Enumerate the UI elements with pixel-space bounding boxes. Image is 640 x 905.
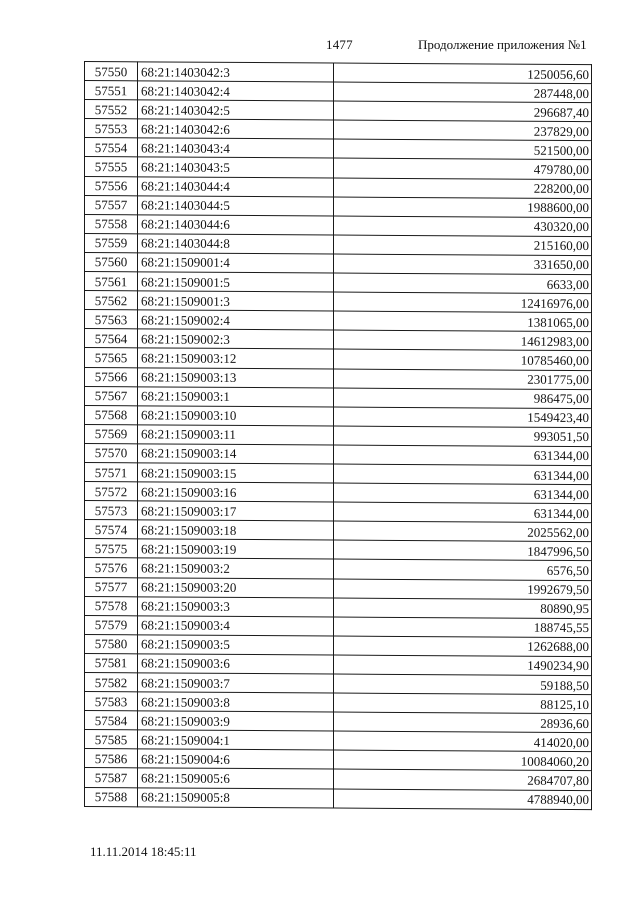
row-number: 57550 xyxy=(85,62,138,81)
amount-value: 631344,00 xyxy=(334,483,592,504)
cadastral-number: 68:21:1509003:17 xyxy=(138,501,334,521)
amount-value: 6633,00 xyxy=(334,273,592,294)
row-number: 57557 xyxy=(85,195,138,214)
amount-value: 6576,50 xyxy=(334,559,592,580)
cadastral-number: 68:21:1509001:4 xyxy=(138,253,334,273)
amount-value: 2025562,00 xyxy=(334,521,592,542)
table-row xyxy=(85,787,592,809)
row-number: 57585 xyxy=(85,730,138,749)
row-number: 57574 xyxy=(85,520,138,539)
cadastral-number: 68:21:1509001:5 xyxy=(138,272,334,292)
cadastral-number: 68:21:1509003:12 xyxy=(138,348,334,368)
amount-value: 215160,00 xyxy=(334,235,592,256)
amount-value: 12416976,00 xyxy=(334,292,592,313)
row-number: 57581 xyxy=(85,653,138,672)
cadastral-number: 68:21:1509003:4 xyxy=(138,616,334,636)
amount-value: 521500,00 xyxy=(334,139,592,160)
row-number: 57584 xyxy=(85,711,138,730)
row-number: 57562 xyxy=(85,291,138,310)
row-number: 57578 xyxy=(85,596,138,615)
cadastral-number: 68:21:1403044:6 xyxy=(138,215,334,235)
cadastral-number: 68:21:1403042:3 xyxy=(138,62,334,82)
row-number: 57570 xyxy=(85,443,138,462)
row-number: 57583 xyxy=(85,692,138,711)
amount-value: 80890,95 xyxy=(334,598,592,619)
appendix-title: Продолжение приложения №1 xyxy=(418,37,587,52)
amount-value: 993051,50 xyxy=(334,426,592,447)
cadastral-number: 68:21:1509003:1 xyxy=(138,386,334,406)
cadastral-number: 68:21:1509003:19 xyxy=(138,539,334,559)
amount-value: 10785460,00 xyxy=(334,349,592,370)
row-number: 57561 xyxy=(85,272,138,291)
amount-value: 479780,00 xyxy=(334,158,592,179)
amount-value: 14612983,00 xyxy=(334,330,592,351)
cadastral-number: 68:21:1509001:3 xyxy=(138,291,334,311)
amount-value: 10084060,20 xyxy=(334,750,592,771)
amount-value: 296687,40 xyxy=(334,101,592,122)
row-number: 57571 xyxy=(85,462,138,481)
amount-value: 188745,55 xyxy=(334,617,592,638)
amount-value: 1262688,00 xyxy=(334,636,592,657)
row-number: 57565 xyxy=(85,348,138,367)
amount-value: 1847996,50 xyxy=(334,540,592,561)
amount-value: 88125,10 xyxy=(334,693,592,714)
cadastral-number: 68:21:1509003:5 xyxy=(138,635,334,655)
cadastral-number: 68:21:1509003:7 xyxy=(138,673,334,693)
cadastral-number: 68:21:1509002:3 xyxy=(138,329,334,349)
amount-value: 631344,00 xyxy=(334,502,592,523)
amount-value: 59188,50 xyxy=(334,674,592,695)
cadastral-number: 68:21:1509005:6 xyxy=(138,768,334,788)
amount-value: 28936,60 xyxy=(334,712,592,733)
row-number: 57587 xyxy=(85,768,138,787)
cadastral-number: 68:21:1403044:8 xyxy=(138,234,334,254)
cadastral-number: 68:21:1509003:11 xyxy=(138,425,334,445)
cadastral-number: 68:21:1403043:4 xyxy=(138,138,334,158)
cadastral-number: 68:21:1509003:2 xyxy=(138,558,334,578)
cadastral-number: 68:21:1509003:15 xyxy=(138,463,334,483)
amount-value: 1992679,50 xyxy=(334,579,592,600)
amount-value: 1250056,60 xyxy=(334,63,592,84)
row-number: 57576 xyxy=(85,558,138,577)
row-number: 57559 xyxy=(85,233,138,252)
row-number: 57582 xyxy=(85,673,138,692)
cadastral-number: 68:21:1509003:20 xyxy=(138,577,334,597)
amount-value: 2301775,00 xyxy=(334,369,592,390)
row-number: 57564 xyxy=(85,329,138,348)
cadastral-number: 68:21:1509003:3 xyxy=(138,596,334,616)
amount-value: 1381065,00 xyxy=(334,311,592,332)
cadastral-number: 68:21:1509004:1 xyxy=(138,730,334,750)
amount-value: 228200,00 xyxy=(334,178,592,199)
cadastral-number: 68:21:1509003:9 xyxy=(138,711,334,731)
cadastral-number: 68:21:1403043:5 xyxy=(138,157,334,177)
amount-value: 631344,00 xyxy=(334,464,592,485)
cadastral-number: 68:21:1403042:5 xyxy=(138,100,334,120)
row-number: 57579 xyxy=(85,615,138,634)
amount-value: 2684707,80 xyxy=(334,769,592,790)
page-number: 1477 xyxy=(326,37,353,52)
cadastral-number: 68:21:1509003:10 xyxy=(138,406,334,426)
row-number: 57560 xyxy=(85,252,138,271)
row-number: 57566 xyxy=(85,367,138,386)
cadastral-number: 68:21:1403044:5 xyxy=(138,195,334,215)
cadastral-number: 68:21:1509003:6 xyxy=(138,654,334,674)
cadastral-number: 68:21:1509004:6 xyxy=(138,749,334,769)
row-number: 57569 xyxy=(85,424,138,443)
row-number: 57580 xyxy=(85,634,138,653)
cadastral-number: 68:21:1509003:16 xyxy=(138,482,334,502)
row-number: 57588 xyxy=(85,787,138,806)
cadastral-number: 68:21:1403042:4 xyxy=(138,81,334,101)
amount-value: 1988600,00 xyxy=(334,197,592,218)
cadastral-number: 68:21:1509003:8 xyxy=(138,692,334,712)
row-number: 57553 xyxy=(85,119,138,138)
row-number: 57563 xyxy=(85,310,138,329)
cadastral-number: 68:21:1509003:14 xyxy=(138,444,334,464)
row-number: 57556 xyxy=(85,176,138,195)
cadastral-number: 68:21:1509002:4 xyxy=(138,310,334,330)
row-number: 57572 xyxy=(85,482,138,501)
cadastral-number: 68:21:1509003:18 xyxy=(138,520,334,540)
amount-value: 4788940,00 xyxy=(334,789,592,810)
row-number: 57567 xyxy=(85,386,138,405)
amount-value: 331650,00 xyxy=(334,254,592,275)
row-number: 57577 xyxy=(85,577,138,596)
cadastral-number: 68:21:1403042:6 xyxy=(138,119,334,139)
row-number: 57555 xyxy=(85,157,138,176)
row-number: 57568 xyxy=(85,405,138,424)
cadastral-number: 68:21:1509005:8 xyxy=(138,787,334,807)
cadastral-number: 68:21:1509003:13 xyxy=(138,367,334,387)
amount-value: 1549423,40 xyxy=(334,407,592,428)
registry-table-body xyxy=(85,62,592,810)
row-number: 57573 xyxy=(85,501,138,520)
amount-value: 986475,00 xyxy=(334,388,592,409)
amount-value: 631344,00 xyxy=(334,445,592,466)
row-number: 57554 xyxy=(85,138,138,157)
amount-value: 237829,00 xyxy=(334,120,592,141)
row-number: 57575 xyxy=(85,539,138,558)
row-number: 57552 xyxy=(85,100,138,119)
amount-value: 1490234,90 xyxy=(334,655,592,676)
amount-value: 414020,00 xyxy=(334,731,592,752)
print-timestamp: 11.11.2014 18:45:11 xyxy=(90,844,197,859)
cadastral-number: 68:21:1403044:4 xyxy=(138,176,334,196)
row-number: 57551 xyxy=(85,81,138,100)
registry-table xyxy=(84,61,592,810)
row-number: 57558 xyxy=(85,214,138,233)
amount-value: 287448,00 xyxy=(334,82,592,103)
row-number: 57586 xyxy=(85,749,138,768)
amount-value: 430320,00 xyxy=(334,216,592,237)
